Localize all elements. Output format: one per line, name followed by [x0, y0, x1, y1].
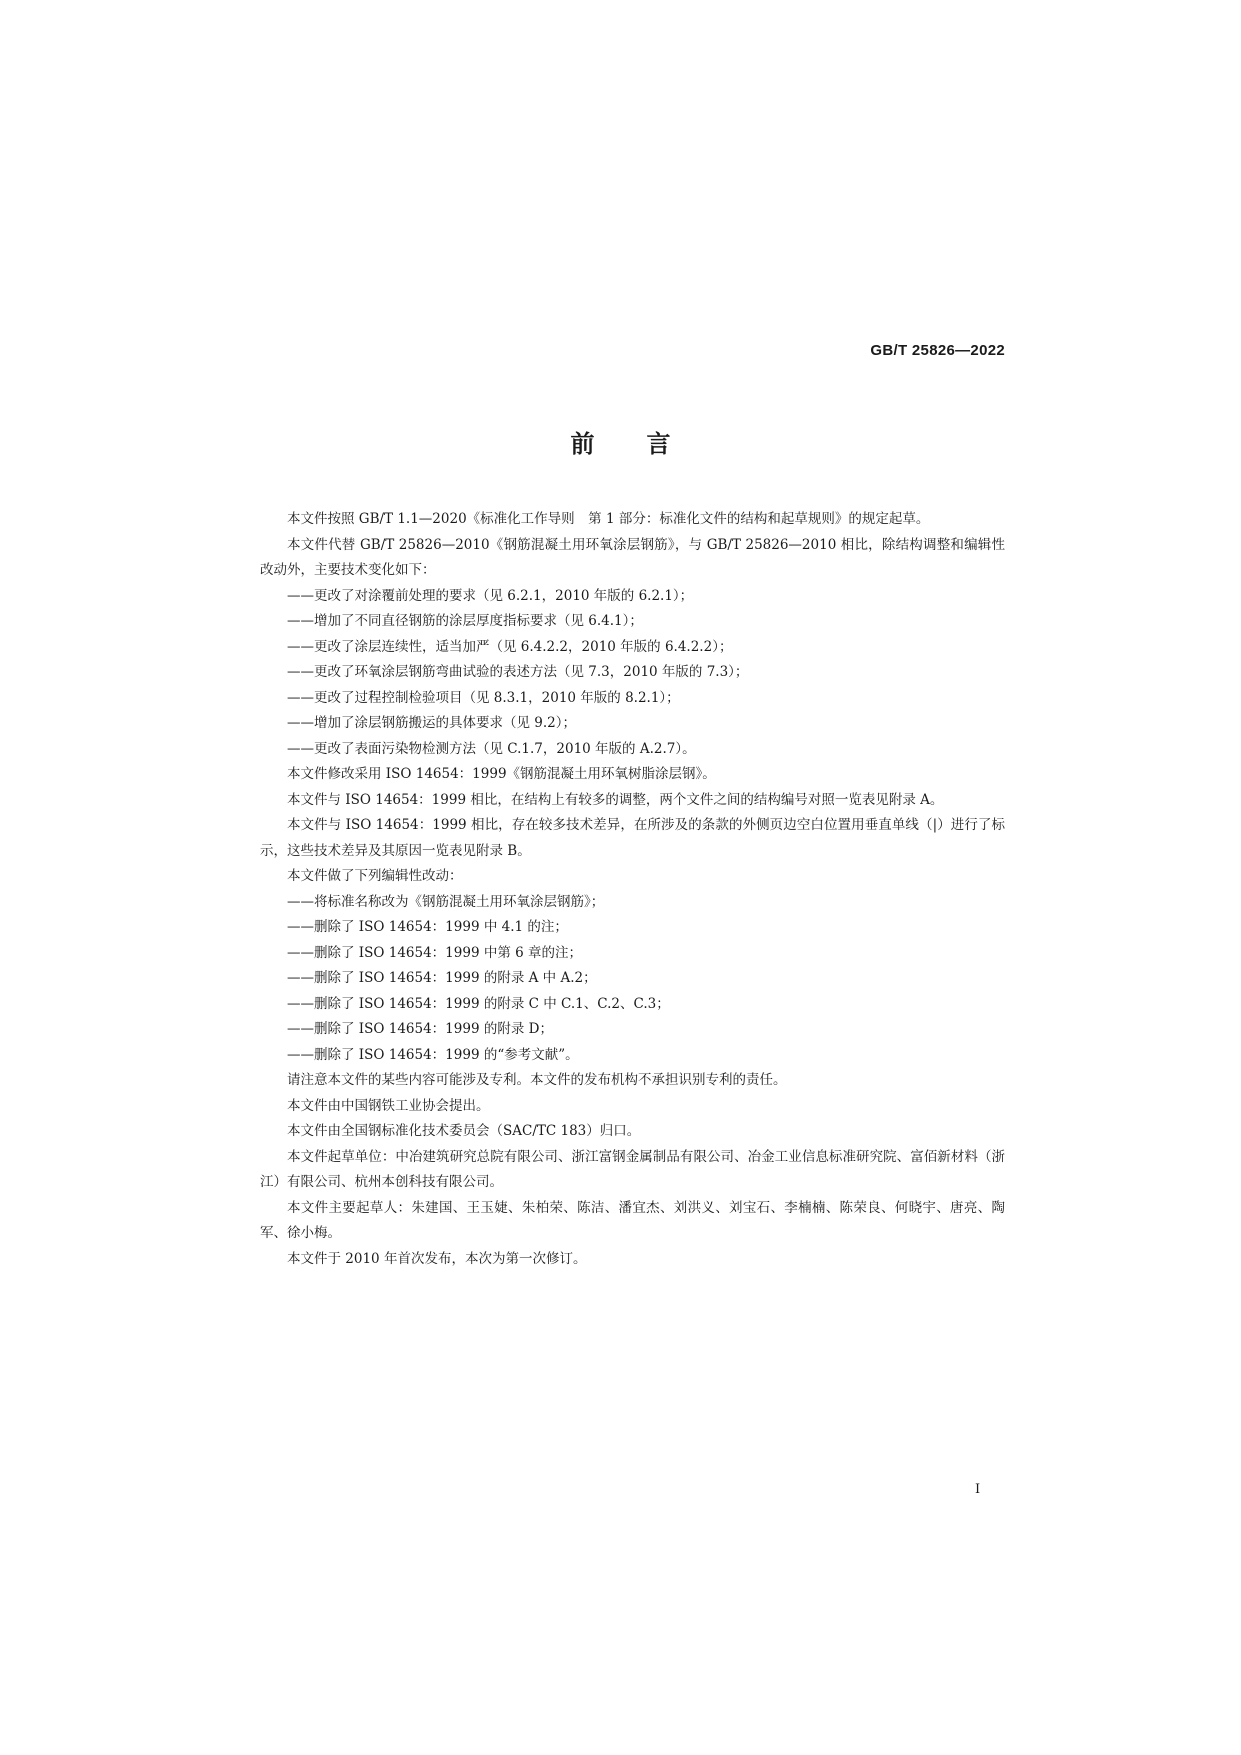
list-item: ——删除了 ISO 14654：1999 的“参考文献”。	[287, 1046, 579, 1063]
list-item: ——更改了涂层连续性，适当加严（见 6.4.2.2，2010 年版的 6.4.2.2）；	[287, 638, 733, 655]
paragraph: 本文件由全国钢标准化技术委员会（SAC/TC 183）归口。	[287, 1123, 641, 1139]
list-item: ——更改了表面污染物检测方法（见 C.1.7，2010 年版的 A.2.7）。	[287, 740, 696, 757]
page-title: 前言	[570, 429, 723, 458]
list-item: ——增加了涂层钢筋搬运的具体要求（见 9.2）；	[287, 715, 577, 731]
paragraph: 本文件与 ISO 14654：1999 相比，在结构上有较多的调整，两个文件之间的结构编号对照一览表见附录 A。	[287, 791, 944, 808]
paragraph: 本文件代替 GB/T 25826—2010《钢筋混凝土用环氧涂层钢筋》，与 GB/T 25826—2010 相比，除结构调整和编辑性改动外，主要技术变化如下：	[260, 536, 1005, 578]
paragraph: 本文件修改采用 ISO 14654：1999《钢筋混凝土用环氧树脂涂层钢》。	[287, 766, 716, 782]
paragraph: 本文件主要起草人：朱建国、王玉婕、朱柏荣、陈洁、潘宜杰、刘洪义、刘宝石、李楠楠、陈荣良、何晓宇、唐亮、陶军、徐小梅。	[260, 1199, 1005, 1241]
list-item: ——删除了 ISO 14654：1999 的附录 A 中 A.2；	[287, 970, 597, 986]
paragraph: 本文件与 ISO 14654：1999 相比，存在较多技术差异，在所涉及的条款的外侧页边空白位置用垂直单线（|）进行了标示，这些技术差异及其原因一览表见附录 B。	[260, 817, 1005, 859]
list-item: ——删除了 ISO 14654：1999 的附录 D；	[287, 1021, 553, 1037]
paragraph: 本文件起草单位：中冶建筑研究总院有限公司、浙江富钢金属制品有限公司、冶金工业信息标准研究院、富佰新材料（浙江）有限公司、杭州本创科技有限公司。	[260, 1148, 1005, 1190]
paragraph: 本文件由中国钢铁工业协会提出。	[287, 1097, 490, 1114]
paragraph: 本文件于 2010 年首次发布，本次为第一次修订。	[287, 1250, 587, 1267]
list-item: ——增加了不同直径钢筋的涂层厚度指标要求（见 6.4.1）；	[287, 613, 643, 629]
list-item: ——删除了 ISO 14654：1999 中 4.1 的注；	[287, 919, 568, 935]
paragraph: 本文件做了下列编辑性改动：	[287, 868, 463, 884]
list-item: ——删除了 ISO 14654：1999 中第 6 章的注；	[287, 944, 582, 961]
list-item: ——更改了环氧涂层钢筋弯曲试验的表述方法（见 7.3，2010 年版的 7.3）；	[287, 664, 749, 680]
list-item: ——更改了对涂覆前处理的要求（见 6.2.1，2010 年版的 6.2.1）；	[287, 587, 694, 604]
paragraph: 本文件按照 GB/T 1.1—2020《标准化工作导则 第 1 部分：标准化文件的结构和起草规则》的规定起草。	[287, 511, 930, 527]
list-item: ——删除了 ISO 14654：1999 的附录 C 中 C.1、C.2、C.3；	[287, 995, 670, 1012]
standard-code: GB/T 25826—2022	[870, 342, 1005, 359]
document-body	[260, 507, 1005, 1272]
list-item: ——更改了过程控制检验项目（见 8.3.1，2010 年版的 8.2.1）；	[287, 689, 680, 706]
page-number: I	[975, 1482, 981, 1497]
paragraph: 请注意本文件的某些内容可能涉及专利。本文件的发布机构不承担识别专利的责任。	[287, 1072, 787, 1088]
list-item: ——将标准名称改为《钢筋混凝土用环氧涂层钢筋》；	[287, 893, 605, 910]
